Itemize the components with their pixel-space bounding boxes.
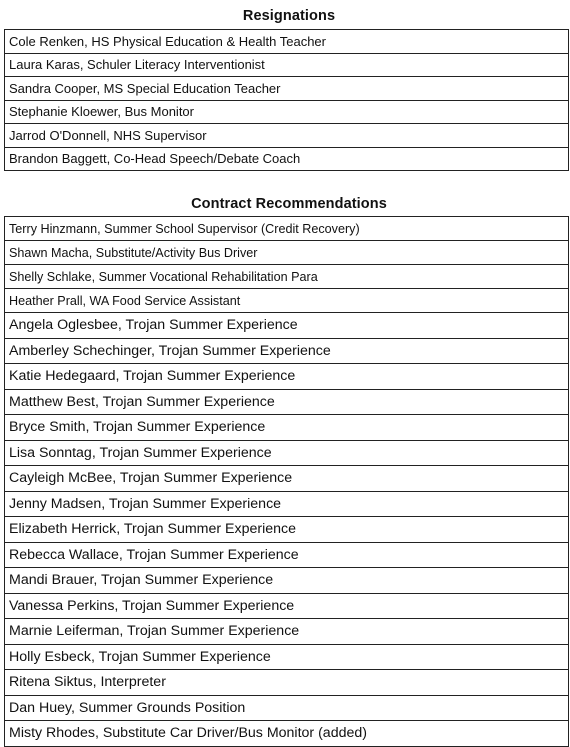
table-cell: Dan Huey, Summer Grounds Position [5,695,569,721]
table-cell: Holly Esbeck, Trojan Summer Experience [5,644,569,670]
table-row [5,265,569,289]
table-cell: Elizabeth Herrick, Trojan Summer Experience [5,517,569,543]
table-row [5,30,569,54]
table-row [5,100,569,124]
table-cell: Lisa Sonntag, Trojan Summer Experience [5,440,569,466]
table-row [5,568,569,594]
table-row [5,670,569,696]
table-row [5,289,569,313]
table-cell: Marnie Leiferman, Trojan Summer Experience [5,619,569,645]
table-row [5,364,569,390]
table-row [5,415,569,441]
table-cell: Cole Renken, HS Physical Education & Health Teacher [5,30,569,54]
table-row [5,338,569,364]
table-cell: Shawn Macha, Substitute/Activity Bus Driver [5,241,569,265]
table-row [5,53,569,77]
table-cell: Rebecca Wallace, Trojan Summer Experience [5,542,569,568]
table-cell: Katie Hedegaard, Trojan Summer Experience [5,364,569,390]
table-cell: Mandi Brauer, Trojan Summer Experience [5,568,569,594]
table-cell: Laura Karas, Schuler Literacy Interventionist [5,53,569,77]
table-row [5,517,569,543]
table-cell: Heather Prall, WA Food Service Assistant [5,289,569,313]
resignations-heading: Resignations [242,8,336,24]
table-row [5,619,569,645]
table-cell: Jarrod O'Donnell, NHS Supervisor [5,124,569,148]
table-row [5,241,569,265]
table-cell: Sandra Cooper, MS Special Education Teacher [5,77,569,101]
table-row [5,695,569,721]
table-cell: Terry Hinzmann, Summer School Supervisor (Credit Recovery) [5,217,569,241]
table-cell: Matthew Best, Trojan Summer Experience [5,389,569,415]
table-cell: Stephanie Kloewer, Bus Monitor [5,100,569,124]
table-row [5,440,569,466]
table-row [5,77,569,101]
table-row [5,721,569,747]
table-cell: Misty Rhodes, Substitute Car Driver/Bus Monitor (added) [5,721,569,747]
table-row [5,124,569,148]
contract-recommendations-heading: Contract Recommendations [191,196,387,212]
table-row [5,644,569,670]
table-row [5,389,569,415]
table-cell: Brandon Baggett, Co-Head Speech/Debate Coach [5,147,569,171]
table-row [5,147,569,171]
table-cell: Vanessa Perkins, Trojan Summer Experience [5,593,569,619]
table-cell: Cayleigh McBee, Trojan Summer Experience [5,466,569,492]
table-row [5,491,569,517]
table-cell: Bryce Smith, Trojan Summer Experience [5,415,569,441]
table-row [5,593,569,619]
contract-recommendations-table [4,216,569,747]
table-cell: Ritena Siktus, Interpreter [5,670,569,696]
table-row [5,313,569,339]
table-cell: Shelly Schlake, Summer Vocational Rehabilitation Para [5,265,569,289]
table-cell: Angela Oglesbee, Trojan Summer Experience [5,313,569,339]
table-row [5,542,569,568]
table-cell: Amberley Schechinger, Trojan Summer Experience [5,338,569,364]
table-cell: Jenny Madsen, Trojan Summer Experience [5,491,569,517]
table-row [5,217,569,241]
resignations-table [4,29,569,171]
table-row [5,466,569,492]
